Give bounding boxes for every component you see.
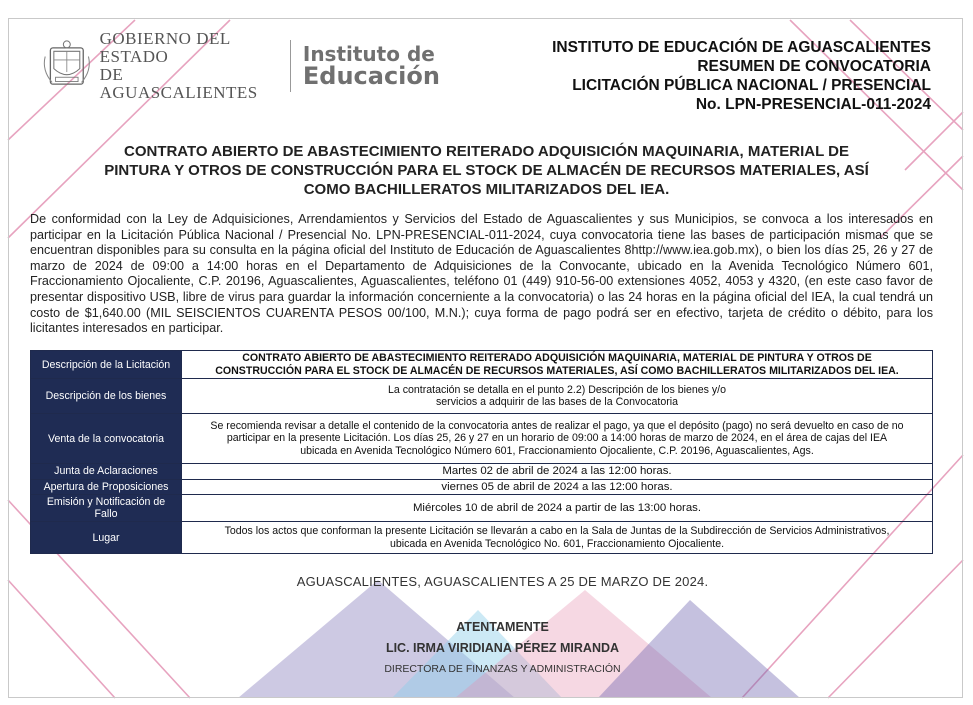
row-value [182,522,933,554]
row-value [182,414,933,464]
table-row [31,464,933,480]
row-value [182,379,933,414]
table-row [31,522,933,554]
row-value [182,479,933,495]
value-line: CONTRATO ABIERTO DE ABASTECIMIENTO REITERADO ADQUISICIÓN MAQUINARIA, MATERIAL DE PINTURA Y OTROS DE [242,352,872,364]
value-line: ubicada en Avenida Tecnológico No. 601, Fraccionamiento Ojocaliente. [389,537,725,550]
table-row [31,479,933,495]
header-logos [40,29,440,102]
row-label: Venta de la convocatoria [31,414,182,464]
row-value [182,464,933,480]
signatory-name: LIC. IRMA VIRIDIANA PÉREZ MIRANDA [385,641,620,655]
row-label: Emisión y Notificación de Fallo [31,495,182,522]
value-line: Se recomienda revisar a detalle el contenido de la convocatoria antes de realizar el pago, ya que el depósito (pago) no será devuelto en caso de no [210,419,904,432]
value-line: viernes 05 de abril de 2024 a las 12:00 horas. [441,480,673,493]
value-line: La contratación se detalla en el punto 2.2) Descripción de los bienes y/o [387,383,727,396]
value-line: CONSTRUCCIÓN PARA EL STOCK DE ALMACÉN DE RECURSOS MATERIALES, ASÍ COMO BACHILLERATOS MILITARIZADOS DEL IEA. [215,364,899,377]
logo-divider [290,40,291,92]
value-line: Miércoles 10 de abril de 2024 a partir de las 13:00 horas. [412,501,702,514]
row-label: Apertura de Proposiciones [31,479,182,495]
header-line-summary: RESUMEN DE CONVOCATORIA [697,58,931,75]
closing-atentamente: ATENTAMENTE [456,620,549,634]
tender-details-table [30,350,933,554]
header-line-institute: INSTITUTO DE EDUCACIÓN DE AGUASCALIENTES [552,39,931,56]
institute-line-1: Instituto de [302,42,435,66]
value-line: servicios a adquirir de las bases de la Convocatoria [435,396,679,408]
gob-line-2: DE AGUASCALIENTES [99,65,258,102]
state-seal-icon [40,35,94,97]
body-paragraph: De conformidad con la Ley de Adquisiciones, Arrendamientos y Servicios del Estado de Aguascalientes y sus Municipios, se convoca a los interesados en participar en la Licitación Pública Nacional / Presencial No. LPN-PRESENCIAL-011-2024, cuya convocatoria tiene las bases de participación mismas que se encuentran disponibles para su consulta en la página oficial del Instituto de Educación de Aguascalientes 8http://www.iea.gob.mx), o bien los días 25, 26 y 27 de marzo de 2024 de 09:00 a 14:00 horas en el Departamento de Adquisiciones de la Convocante, ubicado en la Avenida Tecnológico Número 601, Fraccionamiento Ojocaliente, C.P. 20196, Aguascalientes, Aguascalientes, teléfono 01 (449) 910-56-00 extensiones 4052, 4053 y 4320, (en este caso favor de presentar dispositivo USB, libre de virus para guardar la información concerniente a la convocatoria) o las 24 horas en la página oficial del IEA, la cual tendrá un costo de $1,640.00 (MIL SEISCIENTOS CUARENTA PESOS 00/100, M.N.); cuya forma de pago podrá ser en efectivo, tarjeta de crédito o débito, para los licitantes interesados en participar. [30,212,933,336]
header-title-block [411,38,931,114]
table-row [31,495,933,522]
value-line: Martes 02 de abril de 2024 a las 12:00 horas. [442,465,672,477]
table-row [31,351,933,379]
row-label: Junta de Aclaraciones [31,464,182,480]
document-title [40,142,933,199]
institute-line-2: Educación [302,62,440,90]
place-and-date: AGUASCALIENTES, AGUASCALIENTES A 25 DE MARZO DE 2024. [296,574,709,589]
gob-line-1: GOBIERNO DEL ESTADO [99,29,231,67]
title-line: COMO BACHILLERATOS MILITARIZADOS DEL IEA. [303,181,670,198]
header-line-tender-number: No. LPN-PRESENCIAL-011-2024 [695,96,931,113]
title-line: PINTURA Y OTROS DE CONSTRUCCIÓN PARA EL STOCK DE ALMACÉN DE RECURSOS MATERIALES, ASÍ [104,162,869,179]
row-label: Descripción de la Licitación [31,351,182,379]
row-value [182,495,933,522]
signatory-position: DIRECTORA DE FINANZAS Y ADMINISTRACIÓN [384,663,621,675]
value-line: Todos los actos que conforman la presente Licitación se llevarán a cabo en la Sala de Juntas de la Subdirección de Servicios Administrativos, [224,525,890,537]
table-row [31,379,933,414]
row-label: Descripción de los bienes [31,379,182,414]
header-line-tender-type: LICITACIÓN PÚBLICA NACIONAL / PRESENCIAL [572,77,931,94]
title-line: CONTRATO ABIERTO DE ABASTECIMIENTO REITERADO ADQUISICIÓN MAQUINARIA, MATERIAL DE [123,143,850,160]
row-label: Lugar [31,522,182,554]
table-row [31,414,933,464]
value-line: ubicada en Avenida Tecnológico Número 601, Fraccionamiento Ojocaliente, C.P. 20196, Aguascalientes, Ags. [300,444,814,457]
value-line: participar en la presente Licitación. Los días 25, 26 y 27 en un horario de 09:00 a 14:00 horas de marzo de 2024, en el área de cajas del IEA [226,432,888,445]
row-value [182,351,933,379]
state-government-name [100,30,276,101]
